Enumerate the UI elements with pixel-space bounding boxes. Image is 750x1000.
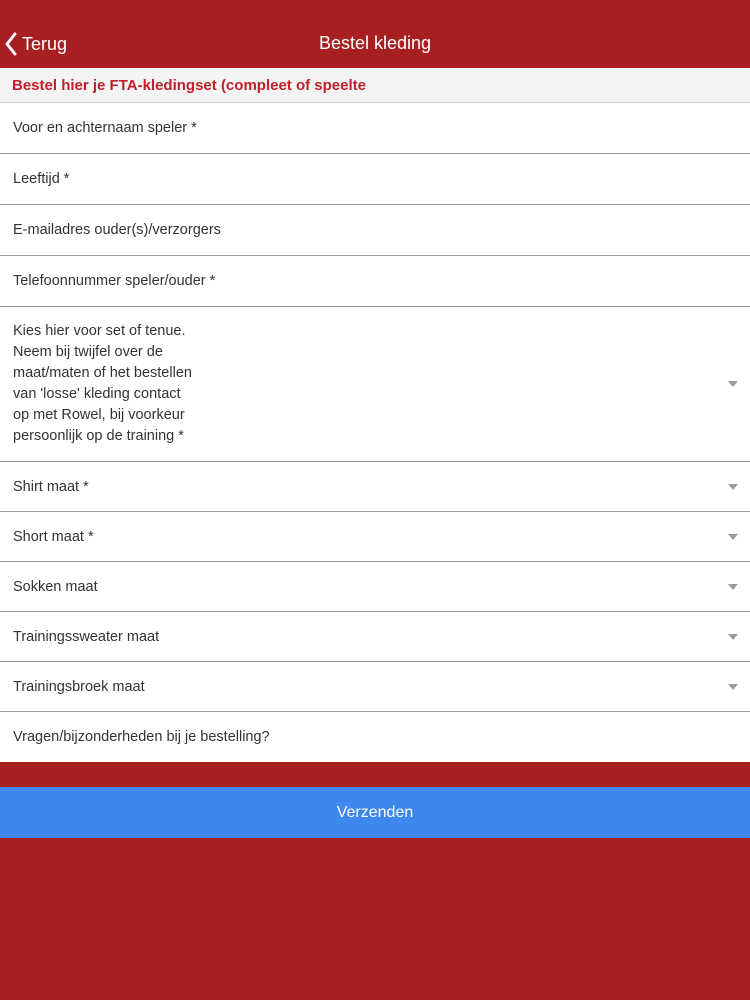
short-size-select[interactable] [0, 512, 750, 562]
short-size-label: Short maat * [13, 528, 94, 545]
submit-button[interactable] [0, 787, 750, 838]
age-input[interactable] [0, 154, 750, 205]
sweater-size-label: Trainingssweater maat [13, 628, 160, 645]
email-placeholder: E-mailadres ouder(s)/verzorgers [13, 222, 221, 238]
phone-placeholder: Telefoonnummer speler/ouder * [13, 273, 216, 289]
shirt-size-select[interactable] [0, 462, 750, 512]
name-placeholder: Voor en achternaam speler * [13, 120, 197, 136]
name-input[interactable] [0, 103, 750, 154]
sweater-size-select[interactable] [0, 612, 750, 662]
pants-size-label: Trainingsbroek maat [13, 678, 145, 695]
page-title: Bestel kleding [318, 33, 432, 53]
socks-size-label: Sokken maat [13, 578, 98, 595]
questions-placeholder: Vragen/bijzonderheden bij je bestelling? [13, 729, 270, 745]
shirt-size-label: Shirt maat * [13, 478, 89, 495]
dropdown-arrow-icon [728, 381, 738, 387]
dropdown-arrow-icon [728, 634, 738, 640]
set-choice-select[interactable] [0, 307, 750, 462]
dropdown-arrow-icon [728, 484, 738, 490]
dropdown-arrow-icon [728, 684, 738, 690]
email-input[interactable] [0, 205, 750, 256]
dropdown-arrow-icon [728, 584, 738, 590]
phone-input[interactable] [0, 256, 750, 307]
back-label: Terug [22, 33, 68, 54]
questions-input[interactable] [0, 712, 750, 762]
order-form [0, 68, 750, 762]
set-choice-label: Kies hier voor set of tenue. Neem bij twijfel over de maat/maten of het bestellen van 'losse' kleding contact op met Rowel, bij voorkeur persoonlijk op de training * [13, 323, 192, 444]
submit-label: Verzenden [336, 803, 414, 821]
pants-size-select[interactable] [0, 662, 750, 712]
socks-size-select[interactable] [0, 562, 750, 612]
age-placeholder: Leeftijd * [13, 171, 70, 187]
dropdown-arrow-icon [728, 534, 738, 540]
navigation-bar [0, 0, 750, 68]
form-banner: Bestel hier je FTA-kledingset (compleet of speelte [0, 68, 750, 103]
